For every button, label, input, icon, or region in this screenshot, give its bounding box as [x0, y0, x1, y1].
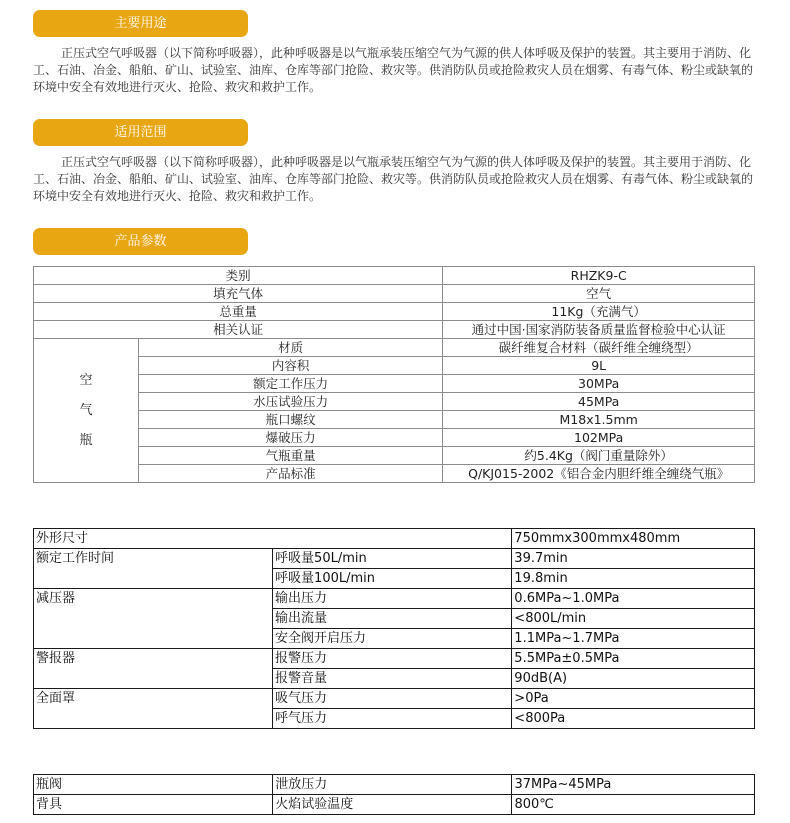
table-row: [34, 465, 755, 483]
spec-label: 气瓶重量: [139, 447, 443, 465]
spec-value: RHZK9-C: [443, 267, 755, 285]
spec-value: 45MPa: [443, 393, 755, 411]
table-row: [34, 447, 755, 465]
spec-value: Q/KJ015-2002《铝合金内胆纤维全缠绕气瓶》: [443, 465, 755, 483]
table-row: [34, 285, 755, 303]
detail-value: 5.5MPa±0.5MPa: [512, 649, 755, 669]
cylinder-label-char: 空: [79, 372, 93, 388]
table-row: [34, 429, 755, 447]
valve-value: 800℃: [512, 795, 755, 815]
table-row: [34, 375, 755, 393]
table-row: [34, 339, 755, 357]
spec-value: 102MPa: [443, 429, 755, 447]
detail-label: 外形尺寸: [34, 529, 512, 549]
detail-item: 输出流量: [273, 609, 512, 629]
table-row: [34, 393, 755, 411]
detail-value: 39.7min: [512, 549, 755, 569]
detail-value: <800L/min: [512, 609, 755, 629]
spec-label: 相关认证: [34, 321, 443, 339]
detail-value: >0Pa: [512, 689, 755, 709]
spec-label: 内容积: [139, 357, 443, 375]
cylinder-label-char: 瓶: [79, 432, 93, 448]
detail-item: 呼吸量100L/min: [273, 569, 512, 589]
spec-value: 11Kg（充满气）: [443, 303, 755, 321]
detail-item: 报警压力: [273, 649, 512, 669]
spec-table: [33, 266, 755, 483]
spec-label: 总重量: [34, 303, 443, 321]
section-title-usage: 主要用途: [33, 10, 248, 37]
detail-group-label: 减压器: [34, 589, 273, 649]
spec-value: 约5.4Kg（阀门重量除外）: [443, 447, 755, 465]
table-row: [34, 775, 755, 795]
detail-item: 输出压力: [273, 589, 512, 609]
usage-paragraph: 正压式空气呼吸器（以下简称呼吸器），此种呼吸器是以气瓶承装压缩空气为气源的供人体呼吸及保护的装置。其主要用于消防、化工、石油、冶金、船舶、矿山、试验室、油库、仓库等部门抢险、救灾等。供消防队员或抢险救灾人员在烟雾、有毒气体、粉尘或缺氧的环境中安全有效地进行灭火、抢险、救灾和救护工作。: [33, 46, 754, 94]
table-row: [34, 321, 755, 339]
detail-value: 750mmx300mmx480mm: [512, 529, 755, 549]
valve-table: [33, 774, 755, 815]
table-row: [34, 689, 755, 709]
valve-label: 背具: [34, 795, 273, 815]
table-row: [34, 649, 755, 669]
detail-item: 安全阀开启压力: [273, 629, 512, 649]
spec-value: 碳纤维复合材料（碳纤维全缠绕型）: [443, 339, 755, 357]
spec-label: 填充气体: [34, 285, 443, 303]
detail-value: 0.6MPa~1.0MPa: [512, 589, 755, 609]
detail-value: 1.1MPa~1.7MPa: [512, 629, 755, 649]
table-row: [34, 529, 755, 549]
detail-value: 90dB(A): [512, 669, 755, 689]
table-row: [34, 357, 755, 375]
spec-value: M18x1.5mm: [443, 411, 755, 429]
detail-value: 19.8min: [512, 569, 755, 589]
spec-label: 水压试验压力: [139, 393, 443, 411]
table-row: [34, 589, 755, 609]
detail-group-label: 警报器: [34, 649, 273, 689]
spec-label: 爆破压力: [139, 429, 443, 447]
section-title-params: 产品参数: [33, 228, 248, 255]
spec-value: 30MPa: [443, 375, 755, 393]
cylinder-group-label: [34, 339, 139, 483]
valve-item: 泄放压力: [273, 775, 512, 795]
table-row: [34, 303, 755, 321]
spec-label: 类别: [34, 267, 443, 285]
spec-value: 通过中国·国家消防装备质量监督检验中心认证: [443, 321, 755, 339]
table-row: [34, 549, 755, 569]
table-row: [34, 411, 755, 429]
valve-value: 37MPa~45MPa: [512, 775, 755, 795]
spec-value: 空气: [443, 285, 755, 303]
detail-item: 呼气压力: [273, 709, 512, 729]
cylinder-label-char: 气: [79, 402, 93, 418]
scope-paragraph: 正压式空气呼吸器（以下简称呼吸器），此种呼吸器是以气瓶承装压缩空气为气源的供人体呼吸及保护的装置。其主要用于消防、化工、石油、冶金、船舶、矿山、试验室、油库、仓库等部门抢险、救灾等。供消防队员或抢险救灾人员在烟雾、有毒气体、粉尘或缺氧的环境中安全有效地进行灭火、抢险、救灾和救护工作。: [33, 155, 754, 203]
valve-label: 瓶阀: [34, 775, 273, 795]
spec-value: 9L: [443, 357, 755, 375]
detail-value: <800Pa: [512, 709, 755, 729]
detail-item: 吸气压力: [273, 689, 512, 709]
detail-table: [33, 528, 755, 729]
spec-label: 材质: [139, 339, 443, 357]
spec-label: 额定工作压力: [139, 375, 443, 393]
section-title-scope: 适用范围: [33, 119, 248, 146]
table-row: [34, 267, 755, 285]
detail-item: 呼吸量50L/min: [273, 549, 512, 569]
spec-label: 产品标准: [139, 465, 443, 483]
table-row: [34, 795, 755, 815]
spec-label: 瓶口螺纹: [139, 411, 443, 429]
detail-group-label: 额定工作时间: [34, 549, 273, 589]
detail-item: 报警音量: [273, 669, 512, 689]
valve-item: 火焰试验温度: [273, 795, 512, 815]
detail-group-label: 全面罩: [34, 689, 273, 729]
